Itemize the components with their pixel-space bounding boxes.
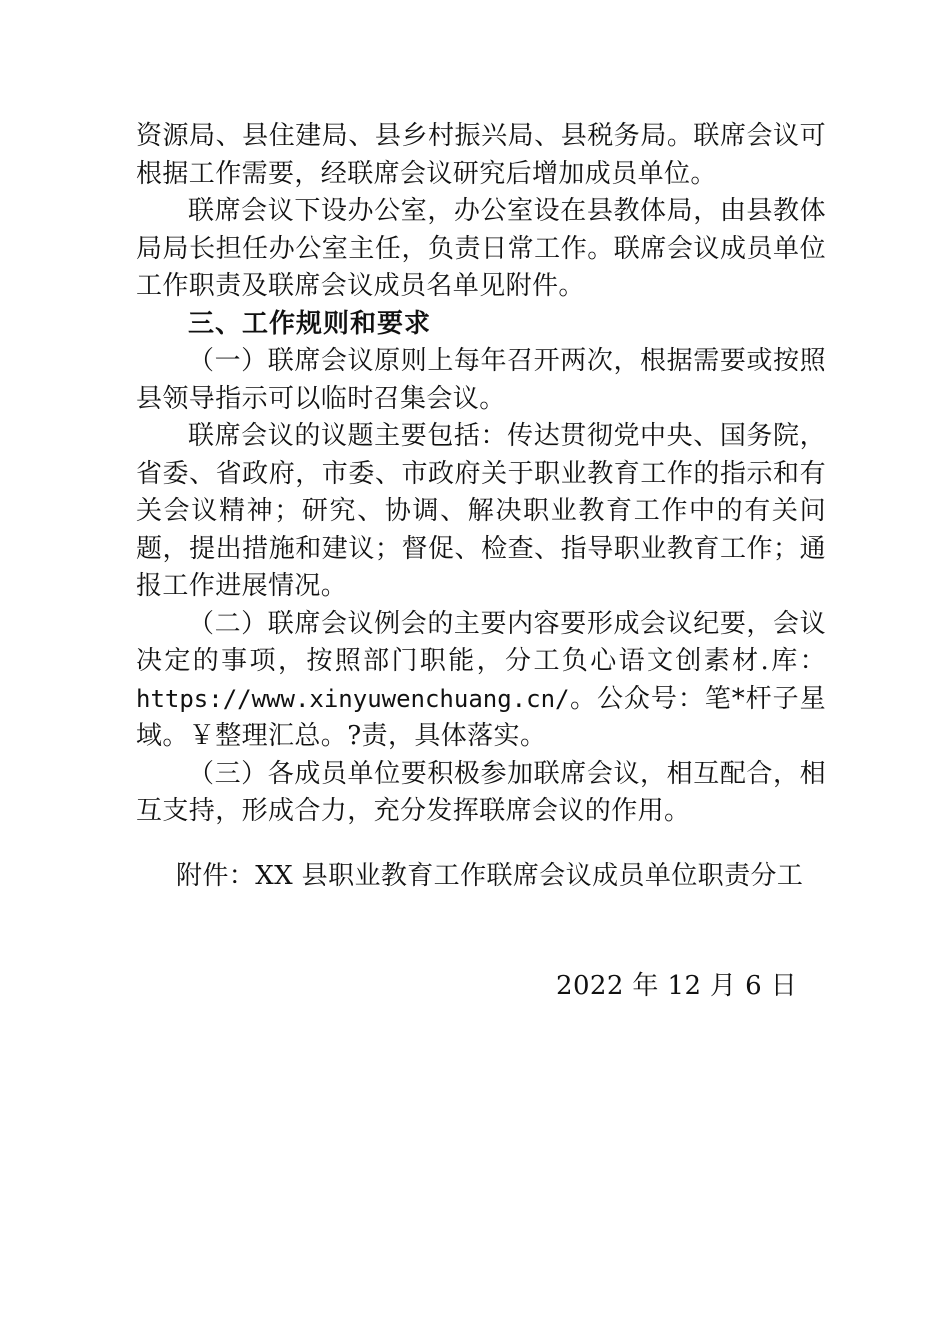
paragraph-rule-one: （一）联席会议原则上每年召开两次，根据需要或按照县领导指示可以临时召集会议。	[136, 346, 826, 414]
paragraph-rule-two	[136, 606, 826, 756]
paragraph-topics: 联席会议的议题主要包括：传达贯彻党中央、国务院，省委、省政府，市委、市政府关于职业教育工作的指示和有关会议精神；研究、协调、解决职业教育工作中的有关问题，提出措施和建议；督促、检查、指导职业教育工作；通报工作进展情况。	[136, 421, 826, 601]
document-body	[136, 118, 826, 831]
source-url: https://www.xinyuwenchuang.cn/	[136, 684, 570, 713]
paragraph-member-units: 资源局、县住建局、县乡村振兴局、县税务局。联席会议可根据工作需要，经联席会议研究后增加成员单位。	[136, 121, 826, 189]
attachment-line: 附件：XX 县职业教育工作联席会议成员单位职责分工	[176, 861, 804, 891]
section-heading-rules: 三、工作规则和要求	[188, 308, 432, 339]
paragraph-rule-three: （三）各成员单位要积极参加联席会议，相互配合，相互支持，形成合力，充分发挥联席会议的作用。	[136, 758, 826, 826]
document-date: 2022 年 12 月 6 日	[556, 971, 798, 1001]
rule-two-text-start: （二）联席会议例会的主要内容要形成会议纪要，会议决定的事项，按照部门职能，分工负心语文创素材.库：	[136, 608, 826, 676]
paragraph-office: 联席会议下设办公室，办公室设在县教体局，由县教体局局长担任办公室主任，负责日常工作。联席会议成员单位工作职责及联席会议成员名单见附件。	[136, 196, 826, 301]
rule-two-text-end: 。公众号：笔*杆子星域。￥整理汇总。?责，具体落实。	[136, 683, 826, 751]
